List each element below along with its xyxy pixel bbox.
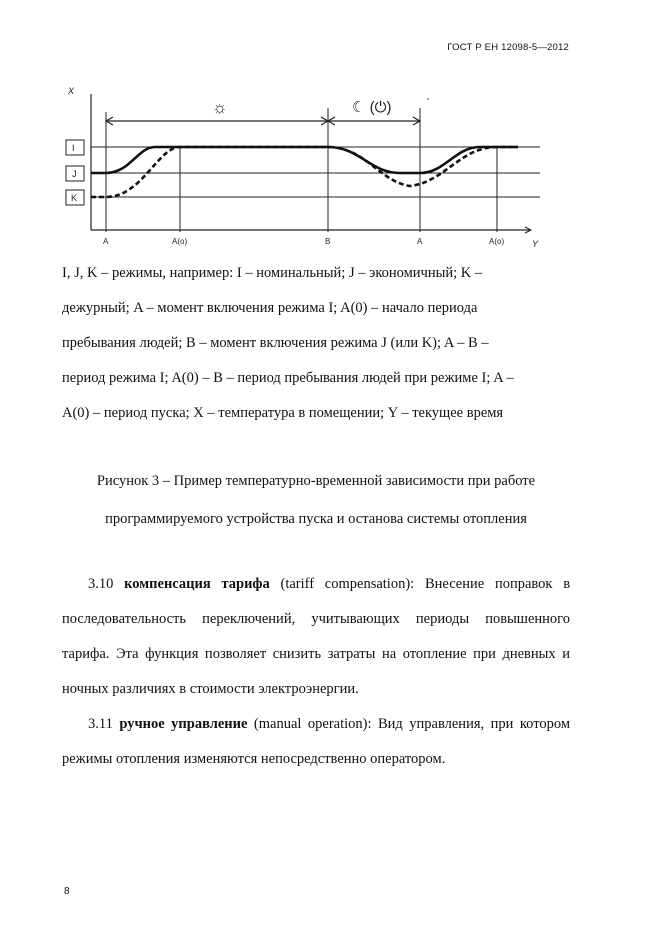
section-number: 3.11 — [88, 716, 113, 732]
legend-line-1: I, J, K – режимы, например: I – номинальный; J – экономичный; K – — [62, 265, 483, 281]
time-label-ao1: A(o) — [172, 237, 188, 246]
time-label-b: B — [325, 237, 331, 246]
page-number: 8 — [64, 886, 70, 897]
section-number: 3.10 — [88, 576, 114, 592]
definition-3-10 — [62, 567, 570, 707]
legend-line-3: пребывания людей; B – момент включения режима J (или K); A – B – — [62, 335, 489, 351]
x-axis-label: X — [68, 86, 75, 96]
term-definition: Внесение поправок в последовательность переключений, учитывающих периоды повышенного тарифа. Эта функция позволяет снизить затраты на отопление при дневных и ночных различиях в стоимости электроэнергии. — [62, 576, 571, 697]
term-english: (manual operation): — [253, 716, 372, 732]
legend-line-4: период режима I; A(0) – B – период пребывания людей при режиме I; A – — [62, 370, 514, 386]
diagram-svg — [60, 82, 580, 252]
mode-label-j: J — [72, 169, 77, 179]
y-axis-label: Y — [532, 239, 539, 249]
mode-label-k: K — [71, 193, 78, 203]
term-title: компенсация тарифа — [124, 576, 270, 592]
time-label-ao2: A(o) — [489, 237, 505, 246]
term-definition: Вид управления, при котором режимы отопления изменяются непосредственно оператором. — [62, 716, 571, 767]
document-code: ГОСТ Р ЕН 12098-5—2012 — [447, 42, 569, 53]
solid-temperature-curve — [91, 147, 518, 173]
moon-power-icon: ☾ (⏻) — [352, 99, 392, 116]
definitions-section — [62, 567, 570, 777]
figure-legend — [62, 256, 570, 431]
dot-mark: · — [426, 91, 430, 105]
caption-line-1: Рисунок 3 – Пример температурно-временной зависимости при работе — [96, 473, 536, 489]
caption-line-2: программируемого устройства пуска и останова системы отопления — [105, 511, 527, 527]
definition-3-11 — [62, 707, 570, 777]
term-english: (tariff compensation): — [280, 576, 415, 592]
time-label-a2: A — [417, 237, 423, 246]
mode-label-i: I — [72, 143, 75, 153]
mode-box-i — [66, 140, 84, 155]
legend-line-5: A(0) – период пуска; X – температура в помещении; Y – текущее время — [62, 405, 504, 421]
term-title: ручное управление — [119, 716, 248, 732]
time-label-a1: A — [103, 237, 109, 246]
dashed-temperature-curve — [91, 147, 518, 197]
temperature-time-diagram — [60, 82, 580, 252]
figure-caption — [62, 462, 570, 538]
sun-icon: ☼ — [212, 98, 228, 117]
legend-line-2: дежурный; A – момент включения режима I; A(0) – начало периода — [62, 300, 478, 316]
